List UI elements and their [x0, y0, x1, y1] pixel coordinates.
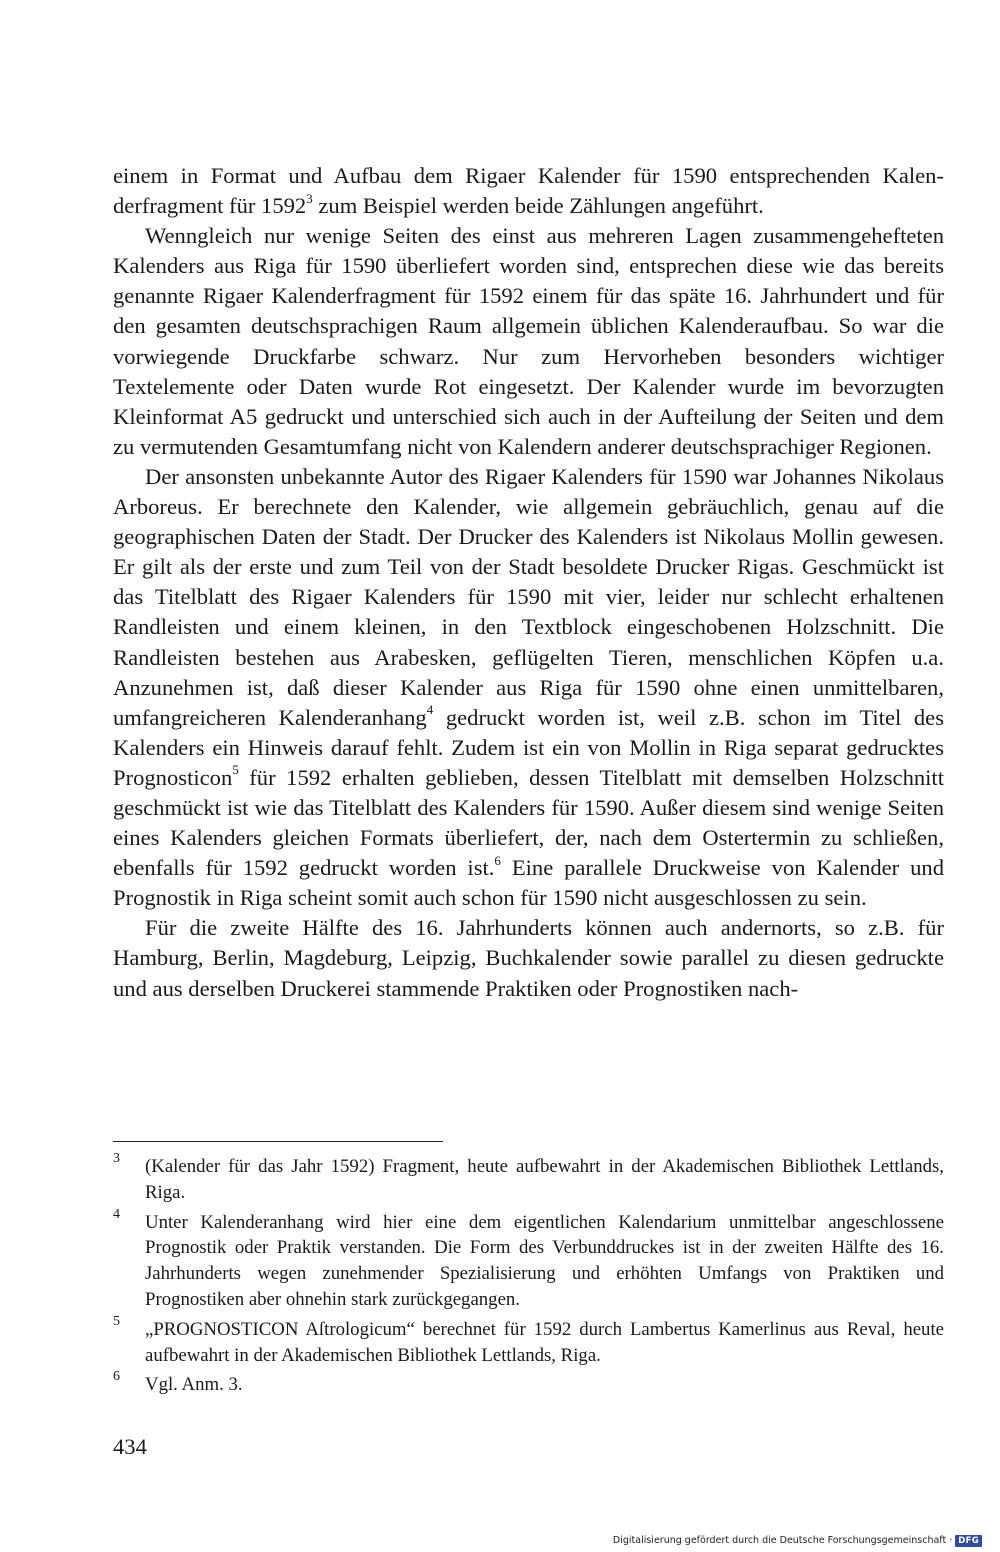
paragraph-4: Für die zweite Hälfte des 16. Jahrhunderts können auch andernorts, so z.B. für Hamburg, Berlin, Magdeburg, Leipzig, Buchkalender sowie parallel zu diesen gedruckte und aus derselben Druckerei stammende Praktiken oder Prognostiken nach- [113, 915, 944, 1001]
footnote-ref-4: 4 [426, 702, 434, 718]
footnote-number: 4 [113, 1206, 120, 1222]
footnote-ref-6: 6 [494, 852, 501, 868]
credit-text: Digitalisierung gefördert durch die Deutsche Forschungsgemeinschaft · [612, 1535, 953, 1546]
footnote-4 [113, 1206, 944, 1313]
paragraph-1 [113, 161, 944, 221]
footnote-3 [113, 1151, 944, 1206]
footnote-ref-3: 3 [306, 190, 313, 206]
main-text [113, 161, 944, 1004]
footnote-text: Unter Kalenderanhang wird hier eine dem eigentlichen Kalendarium unmittelbar angeschlossene Prognostik oder Praktik verstanden. Die Form des Verbunddruckes ist in der zweiten Hälfte des 16. Jahrhunderts wegen zunehmender Spezialisierung und erhöhten Umfangs von Praktiken und Prognostiken aber ohnehin stark zurückgegangen. [145, 1211, 944, 1310]
footnote-ref-5: 5 [232, 762, 239, 778]
paragraph-3 [113, 462, 944, 913]
footnotes [113, 1151, 944, 1402]
paragraph-3-text-c: für 1592 erhalten geblieben, dessen Titelblatt mit demselben Holzschnitt geschmückt ist wie das Titelblatt des Kalenders für 1590. Außer diesem sind wenige Seiten eines Kalenders gleichen Formats überliefert, der, nach dem Ostertermin zu schließen, ebenfalls für 1592 gedruckt worden ist. [113, 764, 944, 881]
paragraph-2: Wenngleich nur wenige Seiten des einst aus mehreren Lagen zusammengehefteten Kalenders aus Riga für 1590 überliefert worden sind, entsprechen diese wie das bereits genannte Rigaer Kalenderfragment für 1592 einem für das späte 16. Jahrhundert und für den gesamten deutschsprachigen Raum allgemein üblichen Kalenderaufbau. So war die vorwiegende Druckfarbe schwarz. Nur zum Hervorheben besonders wichtiger Textelemente oder Daten wurde Rot eingesetzt. Der Kalender wurde im bevorzugten Kleinformat A5 gedruckt und unterschied sich auch in der Aufteilung der Seiten und dem zu vermutenden Gesamtumfang nicht von Kalendern anderer deutschsprachiger Regionen. [113, 223, 944, 459]
footnote-5 [113, 1313, 944, 1369]
digitization-credit [613, 1534, 982, 1548]
paragraph-3-text-d: Eine parallele Druckweise von Kalender und Prognostik in Riga scheint somit auch schon für 1590 nicht ausgeschlossen zu sein. [113, 855, 945, 911]
footnote-number: 5 [113, 1313, 120, 1329]
footnote-number: 6 [113, 1369, 120, 1385]
paragraph-1-text-a: einem in Format und Aufbau dem Rigaer Kalender für 1590 entsprechenden Kalenderfragment für 1592 [113, 163, 944, 219]
footnote-number: 3 [113, 1151, 120, 1166]
footnote-6 [113, 1369, 944, 1398]
paragraph-3-text-a: Der ansonsten unbekannte Autor des Rigaer Kalenders für 1590 war Johannes Nikolaus Arboreus. Er berechnete den Kalender, wie allgemein gebräuchlich, genau auf die geographischen Daten der Stadt. Der Drucker des Kalenders ist Nikolaus Mollin gewesen. Er gilt als der erste und zum Teil von der Stadt besoldete Drucker Rigas. Geschmückt ist das Titelblatt des Rigaer Kalenders für 1590 mit vier, leider nur schlecht erhaltenen Randleisten und einem kleinen, in den Textblock eingeschobenen Holzschnitt. Die Randleisten bestehen aus Arabesken, geflügelten Tieren, menschlichen Köpfen u.a. Anzunehmen ist, daß dieser Kalender aus Riga für 1590 ohne einen unmittelbaren, umfangreicheren Kalenderanhang [113, 463, 944, 730]
footnote-text: (Kalender für das Jahr 1592) Fragment, heute aufbewahrt in der Akademischen Bibliothek Lettlands, Riga. [145, 1156, 944, 1203]
page-number: 434 [113, 1434, 147, 1459]
footnote-text: „PROGNOSTICON Aſtrologicum“ berechnet für 1592 durch Lambertus Kamerlinus aus Reval, heute aufbewahrt in der Akademischen Bibliothek Lettlands, Riga. [145, 1318, 944, 1366]
dfg-logo-icon: DFG [955, 1535, 982, 1547]
paragraph-3-text-b: gedruckt worden ist, weil z.B. schon im Titel des Kalenders ein Hinweis darauf fehlt. Zudem ist ein von Mollin in Riga separat gedrucktes Prognosticon [113, 704, 944, 790]
footnote-separator [113, 1141, 443, 1142]
paragraph-1-text-b: zum Beispiel werden beide Zählungen angeführt. [312, 193, 764, 219]
footnote-text: Vgl. Anm. 3. [145, 1374, 243, 1396]
